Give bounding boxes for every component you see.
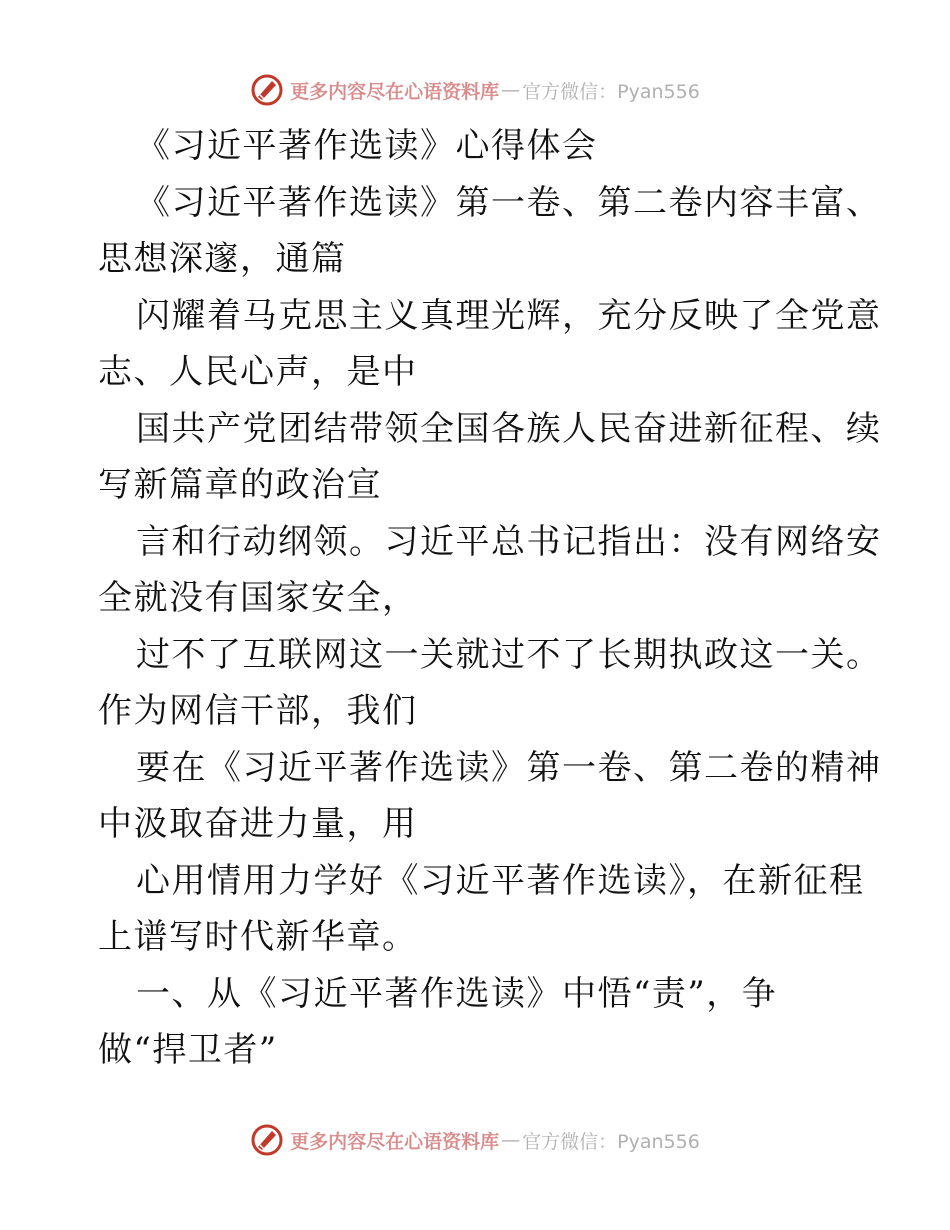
text-line: 写新篇章的政治宣 xyxy=(98,465,382,505)
text-line: 上谱写时代新华章。 xyxy=(98,917,418,957)
text-line: 志、人民心声，是中 xyxy=(98,352,418,392)
text-line: 作为网信干部，我们 xyxy=(98,691,418,731)
header-banner-wechat: 官方微信：Pyan556 xyxy=(522,80,700,103)
document-title: 《习近平著作选读》心得体会 xyxy=(136,126,598,166)
header-banner-title: 更多内容尽在心语资料库 xyxy=(290,80,500,103)
text-line: 中汲取奋进力量，用 xyxy=(98,804,418,844)
text-line: 思想深邃，通篇 xyxy=(98,239,347,279)
text-line: 《习近平著作选读》第一卷、第二卷内容丰富、 xyxy=(136,182,882,223)
text-line: 过不了互联网这一关就过不了长期执政这一关。 xyxy=(136,634,882,675)
document-body xyxy=(98,118,882,1079)
footer-banner-title: 更多内容尽在心语资料库 xyxy=(290,1130,500,1153)
pen-logo-icon xyxy=(250,1123,284,1157)
footer-banner-dash: — xyxy=(501,1129,521,1151)
text-line: 全就没有国家安全， xyxy=(98,578,418,618)
text-line: 要在《习近平著作选读》第一卷、第二卷的精神 xyxy=(136,747,882,788)
footer-banner xyxy=(0,1120,950,1160)
header-banner xyxy=(0,70,950,110)
text-line: 闪耀着马克思主义真理光辉，充分反映了全党意 xyxy=(136,295,882,336)
section-heading: 一、从《习近平著作选读》中悟“责”，争 xyxy=(136,973,778,1014)
text-line: 国共产党团结带领全国各族人民奋进新征程、续 xyxy=(136,408,882,449)
pen-logo-icon xyxy=(250,73,284,107)
text-line: 心用情用力学好《习近平著作选读》，在新征程 xyxy=(136,860,865,901)
section-heading-continued: 做“捍卫者” xyxy=(98,1030,278,1070)
text-line: 言和行动纲领。习近平总书记指出：没有网络安 xyxy=(136,521,882,562)
footer-banner-wechat: 官方微信：Pyan556 xyxy=(522,1130,700,1153)
header-banner-dash: — xyxy=(501,79,521,101)
